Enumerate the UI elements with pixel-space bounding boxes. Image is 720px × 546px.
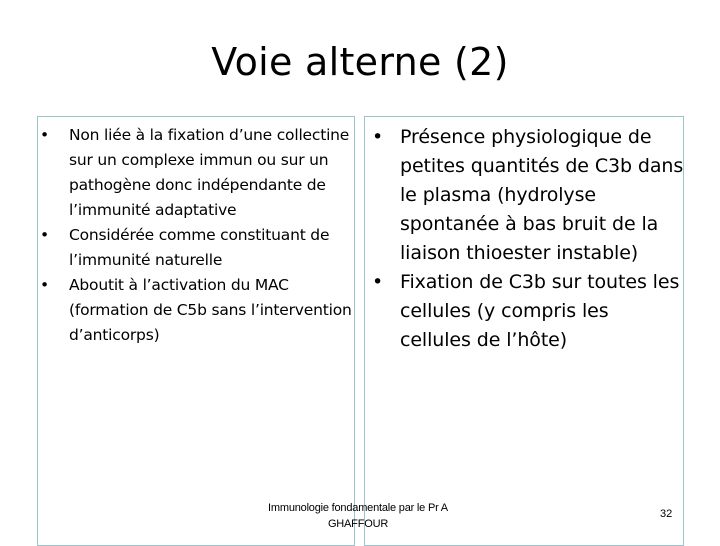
bullet-icon: • — [372, 271, 384, 293]
left-bullet-list — [37, 123, 355, 348]
page-number: 32 — [660, 508, 673, 520]
bullet-text: Considérée comme constituant de l’immunité naturelle — [69, 226, 330, 269]
right-bullet-item — [366, 123, 684, 268]
left-bullet-item — [37, 223, 355, 273]
bullet-icon: • — [372, 126, 384, 148]
slide-title: Voie alterne (2) — [211, 40, 509, 84]
left-bullet-item — [37, 273, 355, 348]
slide-footer: Immunologie fondamentale par le Pr A GHAFFOUR — [268, 502, 448, 530]
bullet-icon: • — [40, 226, 50, 244]
bullet-text: Fixation de C3b sur toutes les cellules (y compris les cellules de l’hôte) — [400, 271, 680, 351]
left-bullet-item — [37, 123, 355, 223]
bullet-icon: • — [40, 276, 50, 294]
bullet-text: Présence physiologique de petites quantités de C3b dans le plasma (hydrolyse spontanée à bas bruit de la liaison thioester instable) — [400, 126, 684, 264]
right-bullet-item — [366, 268, 684, 355]
bullet-text: Aboutit à l’activation du MAC (formation de C5b sans l’intervention d’anticorps) — [69, 276, 352, 344]
right-bullet-list — [366, 123, 684, 355]
bullet-icon: • — [40, 126, 50, 144]
bullet-text: Non liée à la fixation d’une collectine sur un complexe immun ou sur un pathogène donc indépendante de l’immunité adaptative — [69, 126, 350, 219]
